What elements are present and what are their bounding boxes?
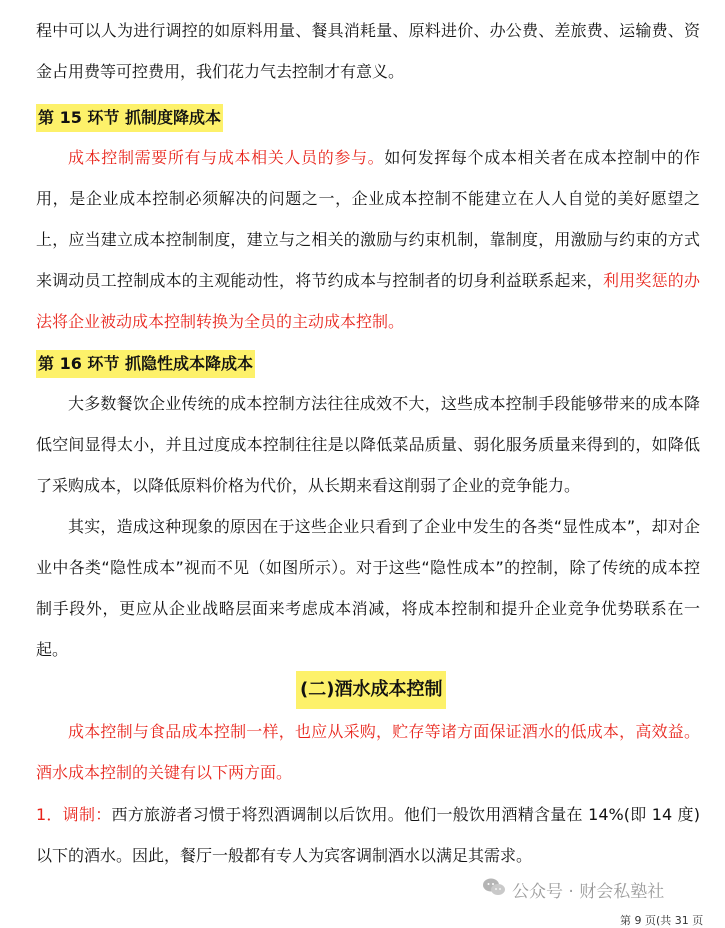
page-number: 第 9 页(共 31 页 [620, 914, 704, 927]
watermark [482, 877, 664, 902]
paragraph-text: 西方旅游者习惯于将烈酒调制以后饮用。他们一般饮用酒精含量在 14%(即 14 度)以下的酒水。因此，餐厅一般都有专人为宾客调制酒水以满足其需求。 [36, 805, 700, 865]
heading-section-15: 第 15 环节 抓制度降成本 [36, 104, 223, 132]
highlight-text: 成本控制需要所有与成本相关人员的参与。 [68, 148, 385, 167]
paragraph-controllable-costs [36, 10, 700, 92]
wechat-icon [482, 877, 506, 902]
paragraph-text: 大多数餐饮企业传统的成本控制方法往往成效不大，这些成本控制手段能够带来的成本降低空间显得太小，并且过度成本控制往往是以降低菜品质量、弱化服务质量来得到的，如降低了采购成本，以降低原料价格为代价，从长期来看这削弱了企业的竞争能力。 [36, 394, 700, 495]
paragraph-text: 程中可以人为进行调控的如原料用量、餐具消耗量、原料进价、办公费、差旅费、运输费、资金占用费等可控费用，我们花力气去控制才有意义。 [36, 21, 700, 81]
paragraph-system-cost-control [36, 137, 700, 342]
paragraph-mixing [36, 794, 700, 876]
paragraph-text: 成本控制与食品成本控制一样，也应从采购，贮存等诸方面保证酒水的低成本，高效益。酒水成本控制的关键有以下两方面。 [36, 722, 700, 782]
paragraph-beverage-intro [36, 711, 700, 793]
watermark-text: 公众号 · 财会私塾社 [512, 882, 665, 902]
item-label: 1．调制： [36, 805, 112, 824]
heading-section-16: 第 16 环节 抓隐性成本降成本 [36, 350, 255, 378]
paragraph-traditional-methods [36, 383, 700, 506]
paragraph-text: 其实，造成这种现象的原因在于这些企业只看到了企业中发生的各类“显性成本”，却对企业中各类“隐性成本”视而不见（如图所示）。对于这些“隐性成本”的控制，除了传统的成本控制手段外，更应从企业战略层面来考虑成本消减，将成本控制和提升企业竞争优势联系在一起。 [36, 517, 700, 659]
paragraph-hidden-costs [36, 506, 700, 670]
paragraph-text: 如何发挥每个成本相关者在成本控制中的作用，是企业成本控制必须解决的问题之一，企业成本控制不能建立在人人自觉的美好愿望之上，应当建立成本控制制度，建立与之相关的激励与约束机制，靠制度，用激励与约束的方式来调动员工控制成本的主观能动性，将节约成本与控制者的切身利益联系起来， [36, 148, 700, 290]
highlight-text: 利用奖惩的办法将企业被动成本控制转换为全员的主动成本控制。 [36, 271, 700, 331]
section-title-beverage-cost: (二)酒水成本控制 [296, 671, 446, 709]
